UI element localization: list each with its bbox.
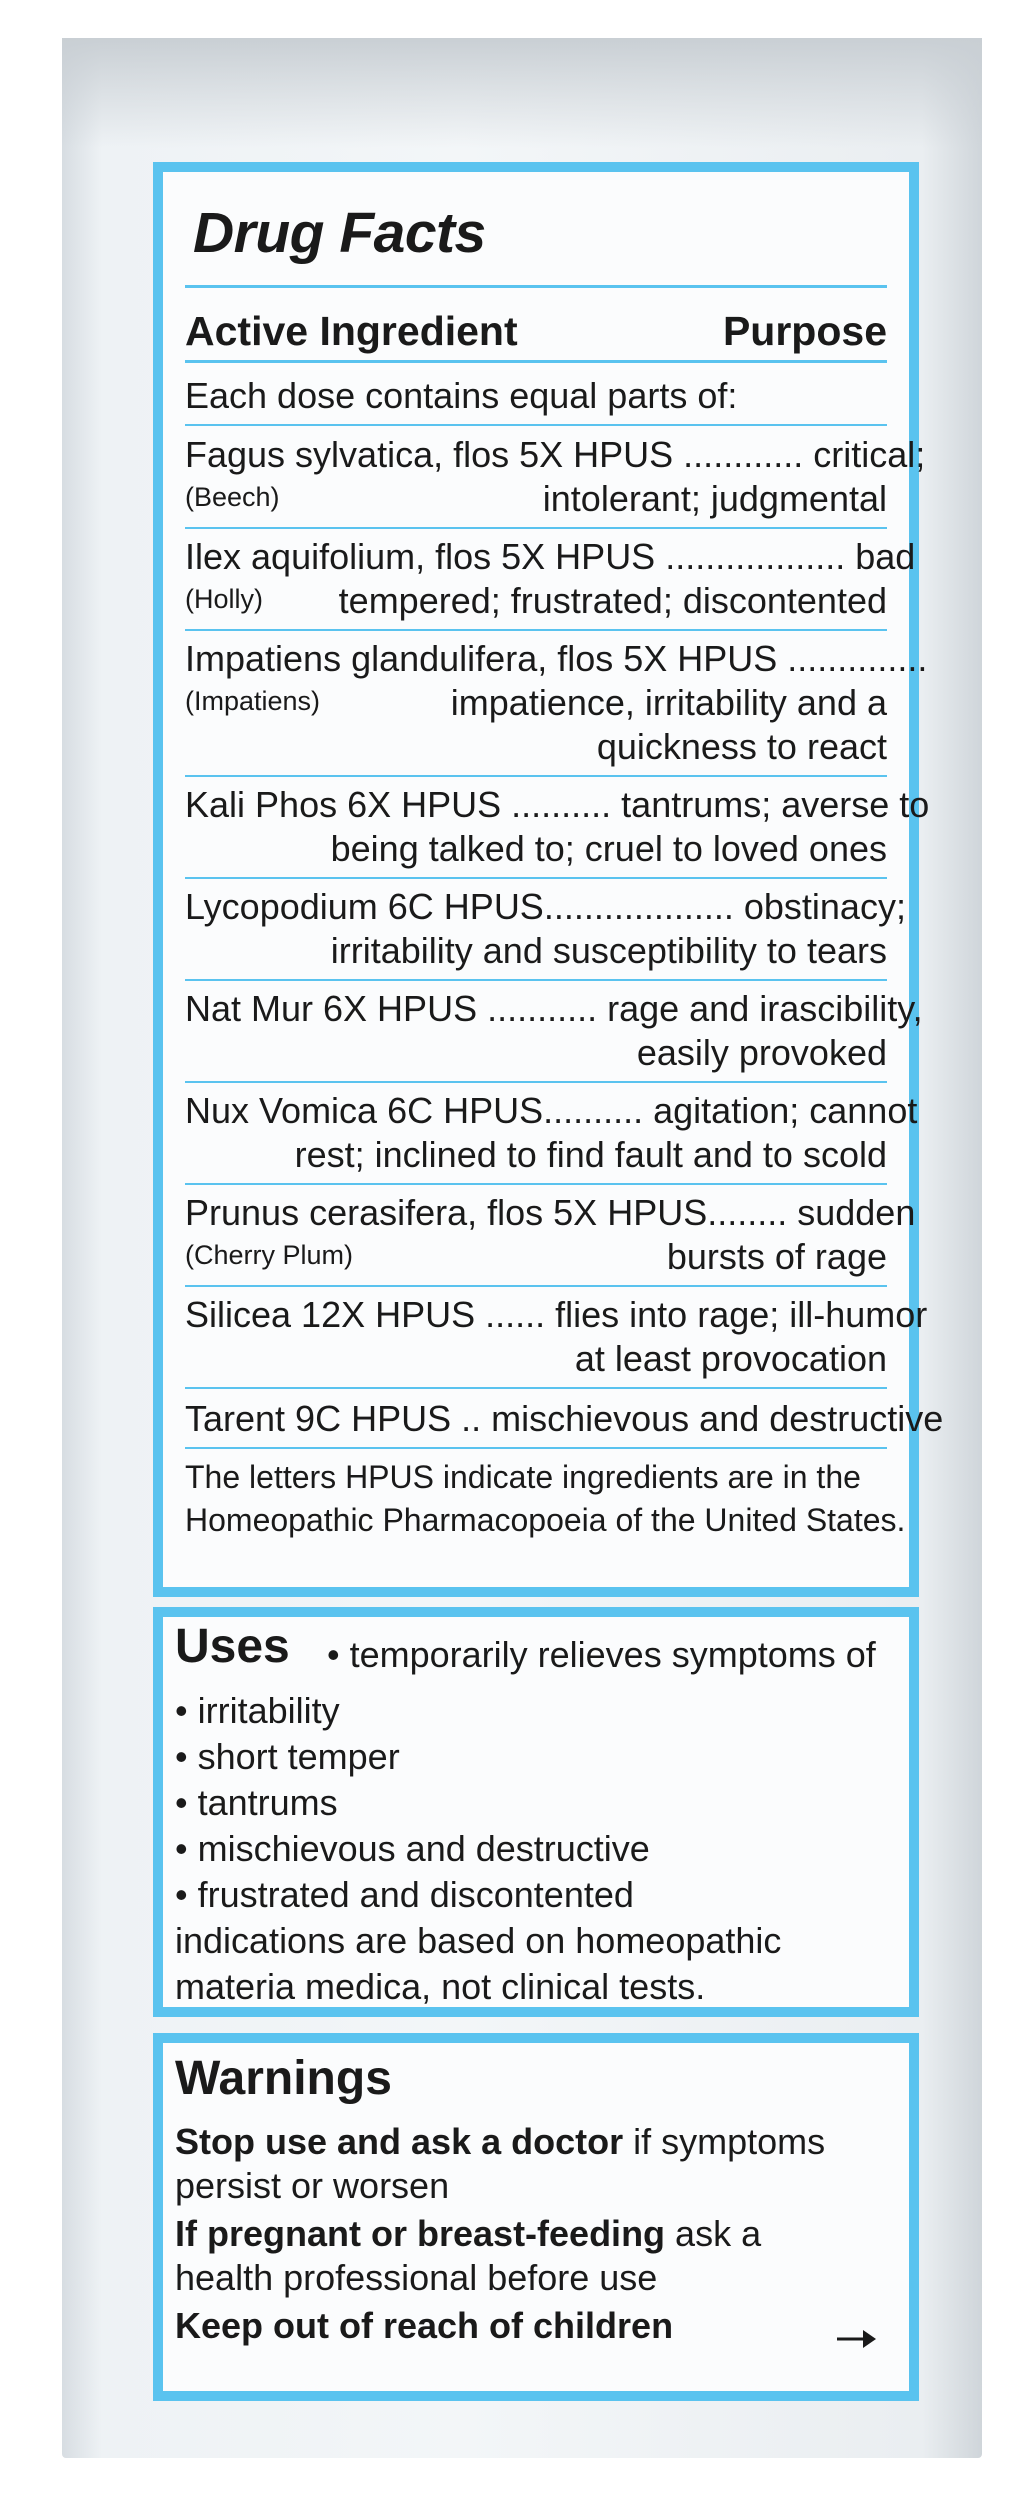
divider <box>185 1285 887 1287</box>
warning-pregnant-line2: health professional before use <box>175 2257 658 2298</box>
drug-facts-title: Drug Facts <box>193 201 486 265</box>
ingredient-purpose: easily provoked <box>636 1032 887 1073</box>
hpus-note-line: Homeopathic Pharmacopoeia of the United States. <box>185 1502 906 1538</box>
uses-bullet: • mischievous and destructive <box>175 1828 650 1869</box>
warnings-panel <box>153 2033 919 2401</box>
warning-pregnant-bold: If pregnant or breast-feeding <box>175 2213 666 2254</box>
uses-bullet: • irritability <box>175 1690 340 1731</box>
arrow-right-icon <box>835 2327 877 2351</box>
ingredient-purpose: irritability and susceptibility to tears <box>330 930 887 971</box>
ingredient-common-name: (Holly) <box>185 584 263 614</box>
divider <box>185 979 887 981</box>
ingredient-purpose: intolerant; judgmental <box>542 478 887 519</box>
ingredient-common-name: (Beech) <box>185 482 280 512</box>
warnings-title: Warnings <box>175 2052 392 2105</box>
divider <box>185 629 887 631</box>
ingredient-purpose: rest; inclined to find fault and to scold <box>294 1134 887 1175</box>
intro-line: Each dose contains equal parts of: <box>185 375 738 416</box>
uses-bullet: • frustrated and discontented <box>175 1874 634 1915</box>
uses-bullet: • short temper <box>175 1736 400 1777</box>
warning-stop-use <box>175 2121 825 2163</box>
uses-panel <box>153 1607 919 2017</box>
ingredient-line: Tarent 9C HPUS .. mischievous and destructive <box>185 1398 944 1439</box>
ingredient-common-name: (Cherry Plum) <box>185 1240 354 1270</box>
ingredient-line: Silicea 12X HPUS ...... flies into rage; ill-humor <box>185 1294 928 1335</box>
ingredient-line: Impatiens glandulifera, flos 5X HPUS .............. <box>185 638 928 679</box>
divider <box>185 775 887 777</box>
divider <box>185 1447 887 1449</box>
divider <box>185 1081 887 1083</box>
warning-stop-use-bold: Stop use and ask a doctor <box>175 2121 624 2162</box>
uses-bullet: • tantrums <box>175 1782 338 1823</box>
ingredient-purpose: quickness to react <box>596 726 887 767</box>
ingredient-line: Kali Phos 6X HPUS .......... tantrums; averse to <box>185 784 930 825</box>
uses-note-line: indications are based on homeopathic <box>175 1920 782 1961</box>
warning-pregnant-rest: ask a <box>665 2213 762 2254</box>
ingredient-purpose: impatience, irritability and a <box>450 682 887 723</box>
divider <box>185 1183 887 1185</box>
warning-stop-use-line2: persist or worsen <box>175 2165 450 2206</box>
uses-title: Uses <box>175 1620 290 1673</box>
ingredient-line: Nat Mur 6X HPUS ........... rage and irascibility, <box>185 988 923 1029</box>
active-ingredient-header: Active Ingredient <box>185 308 518 354</box>
ingredient-line: Lycopodium 6C HPUS................... obstinacy; <box>185 886 906 927</box>
divider <box>185 527 887 529</box>
divider <box>185 424 887 426</box>
hpus-note-line: The letters HPUS indicate ingredients are in the <box>185 1459 861 1495</box>
warning-pregnant <box>175 2213 761 2255</box>
ingredient-purpose: at least provocation <box>574 1338 887 1379</box>
title-rule <box>185 285 887 288</box>
uses-intro: • temporarily relieves symptoms of <box>327 1634 876 1675</box>
divider <box>185 877 887 879</box>
ingredient-line: Ilex aquifolium, flos 5X HPUS .................. bad <box>185 536 916 577</box>
header-rule <box>185 360 887 363</box>
purpose-header: Purpose <box>722 308 887 354</box>
ingredient-purpose: bursts of rage <box>666 1236 887 1277</box>
ingredient-purpose: being talked to; cruel to loved ones <box>330 828 887 869</box>
uses-note-line: materia medica, not clinical tests. <box>175 1966 706 2007</box>
box-shadow <box>62 38 982 148</box>
divider <box>185 1387 887 1389</box>
ingredient-line: Fagus sylvatica, flos 5X HPUS ............ critical; <box>185 434 926 475</box>
warning-stop-use-rest: if symptoms <box>623 2121 826 2162</box>
drug-facts-panel <box>153 162 944 1597</box>
ingredient-line: Nux Vomica 6C HPUS.......... agitation; cannot <box>185 1090 918 1131</box>
ingredient-purpose: tempered; frustrated; discontented <box>338 580 887 621</box>
ingredient-common-name: (Impatiens) <box>185 686 321 716</box>
ingredient-line: Prunus cerasifera, flos 5X HPUS........ sudden <box>185 1192 916 1233</box>
warning-keep-out: Keep out of reach of children <box>175 2305 674 2346</box>
